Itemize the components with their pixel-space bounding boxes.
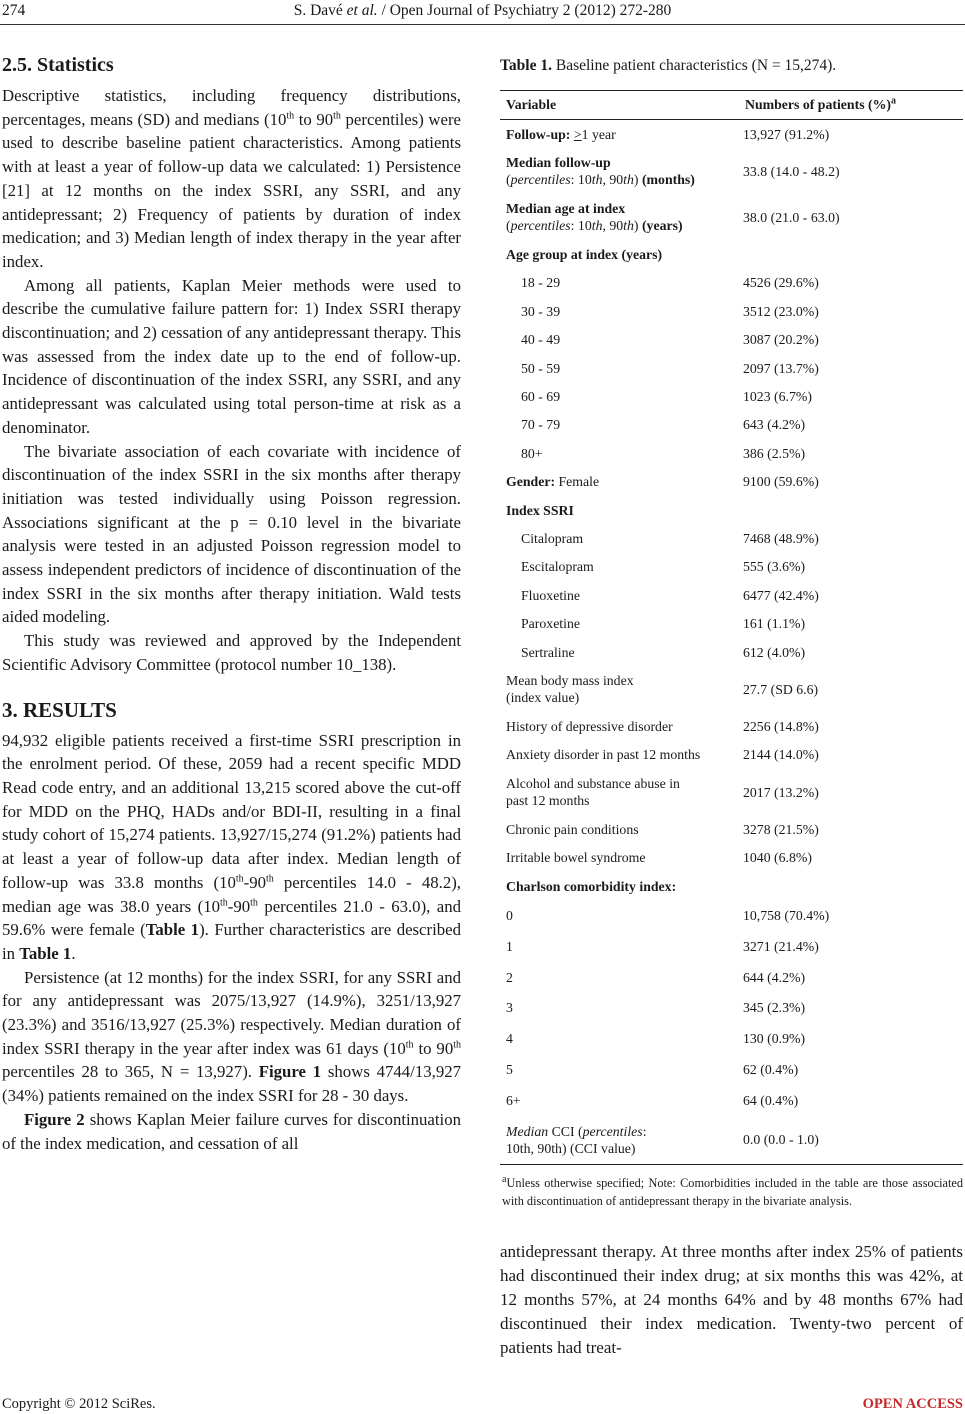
column-header-variable: Variable	[500, 91, 739, 120]
row-label: 60 - 69	[521, 389, 561, 405]
table-footnote: $^a$Unless otherwise specified; Note: Comorbidities included in the table are those associated with discontinuation of antidepressant therapy in the bivariate analysis.	[502, 1173, 963, 1208]
row-label-followup: Follow-up: >1 year	[506, 126, 616, 142]
statistics-paragraph-4: This study was reviewed and approved by the Independent Scientific Advisory Committee (protocol number 10_138).	[2, 631, 461, 674]
row-value: 386 (2.5%)	[743, 445, 806, 461]
table-row	[500, 581, 963, 609]
row-value: 13,927 (91.2%)	[743, 126, 830, 142]
row-value: 555 (3.6%)	[743, 559, 806, 575]
row-label-age-group: Age group at index (years)	[506, 247, 663, 263]
column-header-numbers: Numbers of patients (%)$^a$	[739, 91, 963, 120]
table-row	[500, 194, 963, 240]
row-label-pain: Chronic pain conditions	[506, 821, 639, 837]
running-head	[0, 2, 965, 20]
row-label: 30 - 39	[521, 303, 561, 319]
row-label-median-age: Median age at index (percentiles: 10th, 90th) (years)	[506, 201, 683, 234]
table-header-row	[500, 91, 963, 120]
row-label-ibs: Irritable bowel syndrome	[506, 850, 646, 866]
charlson-rows	[500, 900, 963, 1116]
running-head-text: S. Davé et al. / Open Journal of Psychiatry 2 (2012) 272-280	[293, 2, 672, 19]
table-row	[500, 741, 963, 769]
age-group-rows	[500, 269, 963, 468]
row-label: 70 - 79	[521, 417, 561, 433]
table-row	[500, 496, 963, 524]
row-label-charlson: Charlson comorbidity index:	[506, 878, 677, 894]
table-row	[500, 354, 963, 382]
table-row	[500, 524, 963, 552]
row-label: 18 - 29	[521, 275, 561, 291]
table-row	[500, 240, 963, 268]
table-row	[500, 297, 963, 325]
row-label-median-followup: Median follow-up (percentiles: 10th, 90th) (months)	[506, 155, 695, 188]
table-caption-text: Baseline patient characteristics (N = 15,274).	[555, 57, 837, 74]
table-row	[500, 900, 963, 931]
table-row	[500, 1085, 963, 1116]
row-label: 2	[506, 969, 513, 985]
table-row	[500, 468, 963, 496]
table-row	[500, 1023, 963, 1054]
table-row	[500, 931, 963, 962]
table-row	[500, 962, 963, 993]
row-value: 2256 (14.8%)	[743, 718, 819, 734]
statistics-paragraph-1: Descriptive statistics, including frequency distributions, percentages, means (SD) and medians (10th to 90th percentiles) were used to describe baseline patient characteristics. Among patients with at least a year of follow-up data we calculated: 1) Persistence [21] at 12 months on the index SSRI, any SSRI, and any antidepressant; 2) Frequency of patients by duration of index medication; and 3) Median length of index therapy in the year after index.	[2, 86, 461, 271]
row-value: 64 (0.4%)	[743, 1092, 799, 1108]
row-value: 345 (2.3%)	[743, 1000, 806, 1016]
row-value: 0.0 (0.0 - 1.0)	[739, 1116, 963, 1165]
row-value: 3087 (20.2%)	[743, 332, 819, 348]
row-label: 50 - 59	[521, 360, 561, 376]
table-row	[500, 382, 963, 410]
table-row	[500, 638, 963, 666]
row-label-bmi: Mean body mass index (index value)	[506, 673, 634, 706]
row-value: 644 (4.2%)	[743, 969, 806, 985]
table-row	[500, 769, 963, 815]
row-value: 161 (1.1%)	[743, 616, 806, 632]
row-value: 1040 (6.8%)	[743, 850, 812, 866]
table-row	[500, 269, 963, 297]
row-value: 1023 (6.7%)	[743, 389, 812, 405]
table-row	[500, 148, 963, 194]
ssri-rows	[500, 524, 963, 666]
row-label-gender: Gender: Female	[506, 474, 600, 490]
open-access-badge: OPEN ACCESS	[862, 1396, 963, 1412]
row-value: 2017 (13.2%)	[743, 784, 819, 800]
statistics-paragraph-2: Among all patients, Kaplan Meier methods were used to describe the cumulative failure pattern for: 1) Index SSRI therapy discontinuation; and 2) cessation of any antidepressant therapy. This was assessed from the index date up to the end of follow-up. Incidence of discontinuation of the index SSRI, any SSRI, and any antidepressant was calculated using total person-time at risk as a denominator.	[2, 275, 461, 437]
row-value: 612 (4.0%)	[743, 644, 806, 660]
table-row	[500, 609, 963, 637]
row-value: 6477 (42.4%)	[743, 587, 819, 603]
row-value: 4526 (29.6%)	[743, 275, 819, 291]
row-label-index-ssri: Index SSRI	[506, 502, 574, 518]
table-row	[500, 712, 963, 740]
results-paragraph-3-continued: antidepressant therapy. At three months after index 25% of patients had discontinued their index drug; at six months this was 42%, at 12 months 57%, at 24 months 64% and by 48 months 67% had discontinued their index medication. Twenty-two percent of patients had treat-	[500, 1241, 963, 1357]
row-value: 3271 (21.4%)	[743, 938, 819, 954]
row-value: 643 (4.2%)	[743, 417, 806, 433]
results-paragraph-2: Persistence (at 12 months) for the index SSRI, for any SSRI and for any antidepressant was 2075/13,927 (14.9%), 3251/13,927 (23.3%) and 3516/13,927 (25.3%) respectively. Median duration of index SSRI therapy in the year after index was 61 days (10th to 90th percentiles 28 to 365, N = 13,927). Figure 1 shows 4744/13,927 (34%) patients remained on the index SSRI for 28 - 30 days.	[2, 967, 461, 1106]
table-row	[500, 666, 963, 712]
row-label-median-cci: Median CCI (percentiles: 10th, 90th) (CCI value)	[500, 1116, 739, 1165]
table-row	[500, 411, 963, 439]
row-value: 7468 (48.9%)	[743, 530, 819, 546]
table-row	[500, 993, 963, 1024]
row-label: 0	[506, 908, 513, 924]
statistics-paragraph-3: The bivariate association of each covariate with incidence of discontinuation of the index SSRI in the six months after therapy initiation was tested individually using Poisson regression. Associations significant at the p = 0.10 level in the bivariate analysis were tested in an adjusted Poisson regression model to assess independent predictors of incidence of discontinuation of the index SSRI in the six months after therapy initiation. Wald tests aided modeling.	[2, 441, 461, 627]
results-paragraph-3: Figure 2 shows Kaplan Meier failure curves for discontinuation of the index medication, and cessation of all	[2, 1109, 461, 1153]
row-value: 2144 (14.0%)	[743, 747, 819, 763]
table-row	[500, 326, 963, 354]
row-value: 33.8 (14.0 - 48.2)	[743, 163, 840, 179]
table-row	[500, 843, 963, 871]
table-row	[500, 120, 963, 149]
row-label-depressive: History of depressive disorder	[506, 718, 673, 734]
right-column	[500, 50, 963, 1360]
baseline-characteristics-table	[500, 90, 963, 1165]
row-value: 3278 (21.5%)	[743, 821, 819, 837]
row-value: 130 (0.9%)	[743, 1031, 806, 1047]
table-row	[500, 872, 963, 900]
copyright-notice: Copyright © 2012 SciRes.	[2, 1396, 156, 1412]
left-column	[2, 50, 461, 1155]
row-label: Paroxetine	[521, 616, 581, 632]
header-rule	[0, 24, 965, 25]
row-label: 40 - 49	[521, 332, 561, 348]
row-value: 9100 (59.6%)	[743, 474, 819, 490]
row-label: Fluoxetine	[521, 587, 581, 603]
results-paragraph-1: 94,932 eligible patients received a first-time SSRI prescription in the enrolment period. Of these, 2059 had a recent specific MDD Read code entry, and an additional 13,215 scored above the cut-off for MDD on the PHQ, HADs and/or BDI-II, resulting in a final study cohort of 15,274 patients. 13,927/15,274 (91.2%) patients had at least a year of follow-up data after index. Median length of follow-up was 33.8 months (10th-90th percentiles 14.0 - 48.2), median age was 38.0 years (10th-90th percentiles 21.0 - 63.0), and 59.6% were female (Table 1). Further characteristics are described in Table 1.	[2, 730, 461, 963]
row-value: 3512 (23.0%)	[743, 303, 819, 319]
row-label-alcohol: Alcohol and substance abuse in past 12 months	[506, 776, 680, 809]
row-value: 62 (0.4%)	[743, 1062, 799, 1078]
section-heading-results: 3. RESULTS	[2, 697, 117, 722]
table-row	[500, 1116, 963, 1165]
section-heading-statistics: 2.5. Statistics	[2, 54, 114, 76]
row-value: 38.0 (21.0 - 63.0)	[743, 209, 840, 225]
row-label: 3	[506, 1000, 513, 1016]
table-caption	[500, 56, 963, 76]
row-label: 6+	[506, 1092, 521, 1108]
table-row	[500, 553, 963, 581]
table-row	[500, 815, 963, 843]
row-label: 5	[506, 1062, 513, 1078]
row-label: 80+	[521, 445, 543, 461]
row-label: Sertraline	[521, 644, 575, 660]
row-value: 2097 (13.7%)	[743, 360, 819, 376]
row-label: Citalopram	[521, 530, 584, 546]
table-row	[500, 439, 963, 467]
table-row	[500, 1054, 963, 1085]
page-number: 274	[2, 2, 26, 19]
row-label: 1	[506, 938, 513, 954]
row-value: 10,758 (70.4%)	[743, 908, 830, 924]
row-label-anxiety: Anxiety disorder in past 12 months	[506, 747, 701, 763]
row-value: 27.7 (SD 6.6)	[743, 681, 819, 697]
row-label: Escitalopram	[521, 559, 594, 575]
table-caption-label: Table 1.	[500, 57, 552, 74]
row-label: 4	[506, 1031, 513, 1047]
